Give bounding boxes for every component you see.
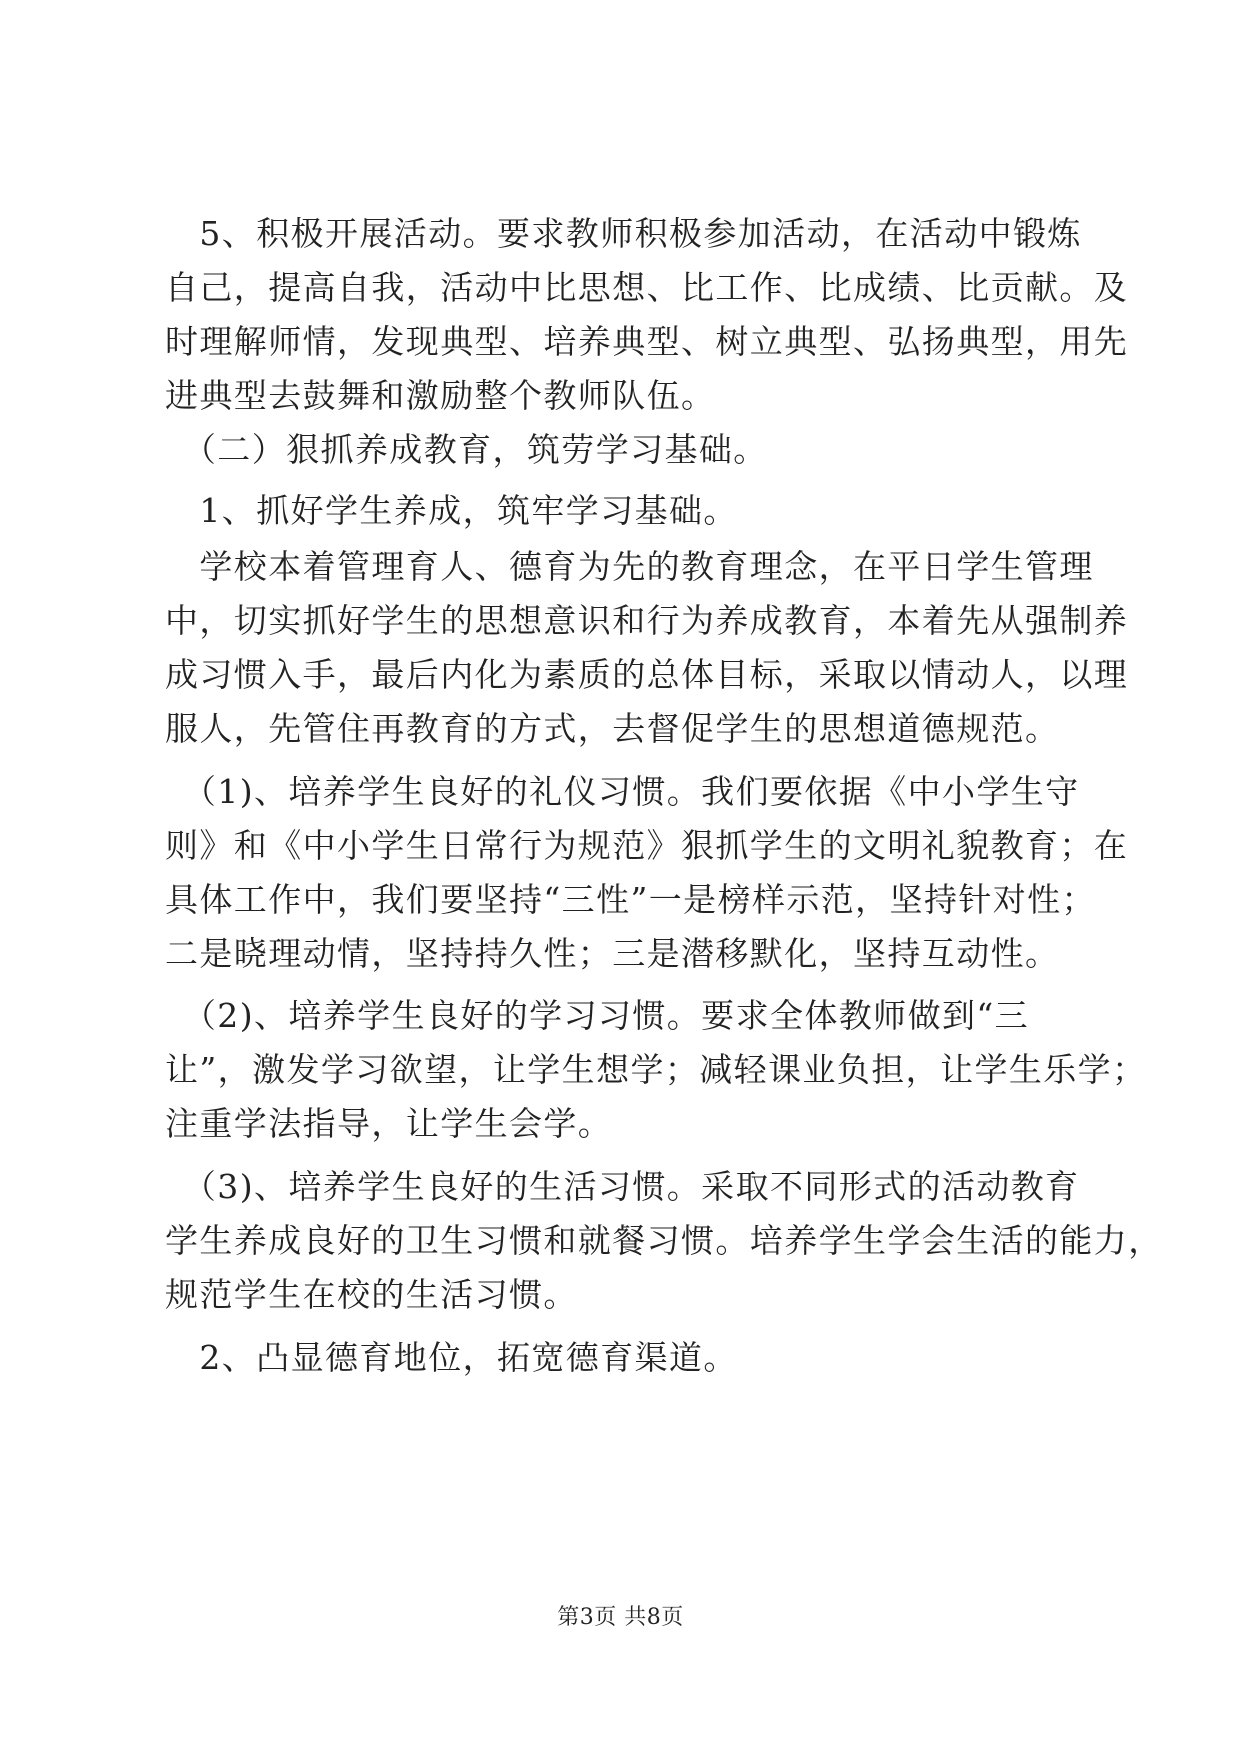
paragraph-line: （3)、培养学生良好的生活习惯。采取不同形式的活动教育 [165,1167,1080,1206]
paragraph-line: 学生养成良好的卫生习惯和就餐习惯。培养学生学会生活的能力， [165,1221,1163,1260]
paragraph-line: 时理解师情，发现典型、培养典型、树立典型、弘扬典型，用先 [165,322,1129,361]
paragraph-line: 规范学生在校的生活习惯。 [165,1275,578,1314]
paragraph-line: 进典型去鼓舞和激励整个教师队伍。 [165,376,716,415]
paragraph-line: 5、积极开展活动。要求教师积极参加活动，在活动中锻炼 [165,214,1082,253]
paragraph-line: （2)、培养学生良好的学习习惯。要求全体教师做到“三 [165,996,1030,1035]
paragraph-line: 成习惯入手，最后内化为素质的总体目标，采取以情动人，以理 [165,655,1129,694]
subsection-heading: 1、抓好学生养成，筑牢学习基础。 [165,491,738,530]
paragraph-line: 二是晓理动情，坚持持久性；三是潜移默化，坚持互动性。 [165,934,1060,973]
paragraph-line: 服人，先管住再教育的方式，去督促学生的思想道德规范。 [165,709,1060,748]
paragraph-line: 中，切实抓好学生的思想意识和行为养成教育，本着先从强制养 [165,601,1129,640]
paragraph-line: 自己，提高自我，活动中比思想、比工作、比成绩、比贡献。及 [165,268,1129,307]
paragraph-line: 具体工作中，我们要坚持“三性”一是榜样示范，坚持针对性； [165,880,1096,919]
subsection-heading: 2、凸显德育地位，拓宽德育渠道。 [165,1338,738,1377]
section-heading: （二）狠抓养成教育，筑劳学习基础。 [165,430,768,469]
paragraph-line: 让”，激发学习欲望，让学生想学；减轻课业负担，让学生乐学； [165,1050,1147,1089]
page-number-footer: 第3页 共8页 [557,1605,684,1630]
paragraph-line: 学校本着管理育人、德育为先的教育理念，在平日学生管理 [165,547,1094,586]
paragraph-line: 注重学法指导，让学生会学。 [165,1104,613,1143]
paragraph-line: 则》和《中小学生日常行为规范》狠抓学生的文明礼貌教育；在 [165,826,1129,865]
paragraph-line: （1)、培养学生良好的礼仪习惯。我们要依据《中小学生守 [165,772,1080,811]
